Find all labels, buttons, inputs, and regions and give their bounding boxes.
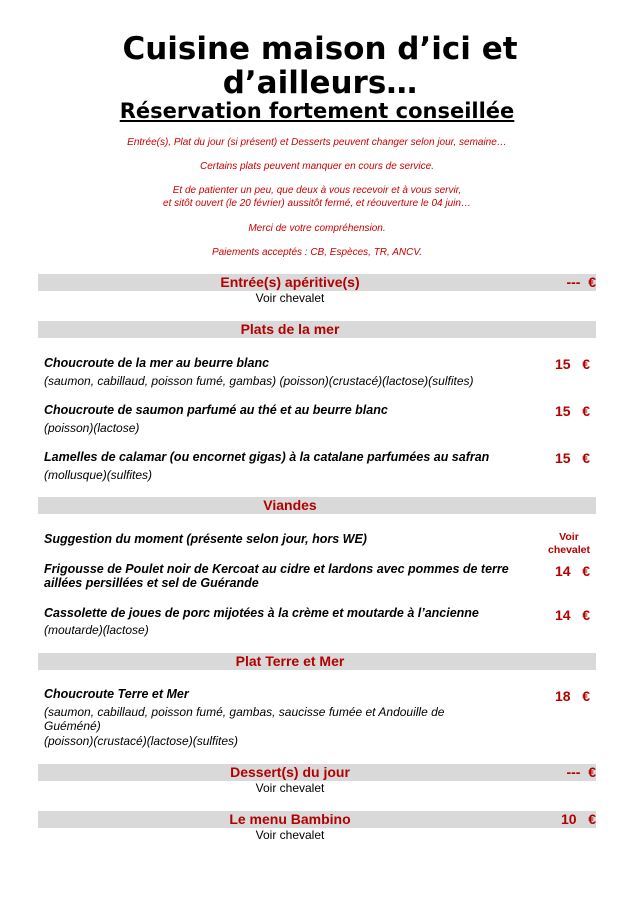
dish-price-mer-2: 15 €: [554, 403, 590, 419]
section-title-aperitif: Entrée(s) apéritive(s): [220, 274, 360, 290]
dish-price-mer-1: 15 €: [554, 356, 590, 372]
dish-detail-terre-1-line2: Guéméné): [44, 719, 101, 733]
section-title-dessert: Dessert(s) du jour: [230, 764, 350, 780]
dish-price-note-viande-1a: Voir: [559, 531, 579, 543]
section-price-dessert: --- €: [566, 764, 596, 780]
notice-line-6: Paiements acceptés : CB, Espèces, TR, ANCV.: [211, 247, 423, 258]
dish-detail-viande-3: (moutarde)(lactose): [44, 623, 149, 637]
dish-name-viande-2-line1: Frigousse de Poulet noir de Kercoat au cidre et lardons avec pommes de terre: [44, 562, 509, 576]
section-note-bambino: Voir chevalet: [255, 828, 325, 842]
dish-name-viande-2-line2: aillées persillées et sel de Guérande: [44, 576, 259, 590]
dish-detail-mer-2: (poisson)(lactose): [44, 421, 140, 435]
page-title-line2: d’ailleurs…: [222, 65, 418, 101]
dish-price-mer-3: 15 €: [554, 450, 590, 466]
notice-line-3: Et de patienter un peu, que deux à vous recevoir et à vous servir,: [172, 185, 462, 196]
dish-name-mer-1: Choucroute de la mer au beurre blanc: [44, 356, 270, 370]
page-title-line1: Cuisine maison d’ici et: [122, 31, 518, 67]
dish-name-viande-1: Suggestion du moment (présente selon jour, hors WE): [44, 532, 367, 546]
dish-name-mer-2: Choucroute de saumon parfumé au thé et au beurre blanc: [44, 403, 388, 417]
dish-price-viande-2: 14 €: [554, 563, 590, 579]
dish-price-viande-3: 14 €: [554, 607, 590, 623]
section-title-bambino: Le menu Bambino: [229, 811, 351, 827]
dish-price-terre-1: 18 €: [554, 688, 590, 704]
section-title-mer: Plats de la mer: [240, 321, 340, 337]
notice-line-1: Entrée(s), Plat du jour (si présent) et Desserts peuvent changer selon jour, semaine…: [127, 137, 507, 148]
dish-detail-terre-1-line1: (saumon, cabillaud, poisson fumé, gambas, saucisse fumée et Andouille de: [44, 705, 445, 719]
notice-line-5: Merci de votre compréhension.: [248, 223, 386, 234]
dish-detail-terre-1-line3: (poisson)(crustacé)(lactose)(sulfites): [44, 734, 239, 748]
notice-line-4: et sitôt ouvert (le 20 février) aussitôt fermé, et réouverture le 04 juin…: [163, 198, 471, 209]
notice-line-2: Certains plats peuvent manquer en cours de service.: [199, 161, 434, 172]
section-note-dessert: Voir chevalet: [255, 781, 325, 795]
dish-price-note-viande-1b: chevalet: [547, 544, 591, 556]
dish-name-mer-3: Lamelles de calamar (ou encornet gigas) à la catalane parfumées au safran: [44, 450, 490, 464]
section-title-terre-mer: Plat Terre et Mer: [235, 653, 345, 669]
section-price-bambino: 10 €: [560, 811, 596, 827]
dish-name-viande-3: Cassolette de joues de porc mijotées à la crème et moutarde à l’ancienne: [44, 606, 479, 620]
section-price-aperitif: --- €: [566, 274, 596, 290]
section-title-viandes: Viandes: [263, 497, 317, 513]
dish-detail-mer-1: (saumon, cabillaud, poisson fumé, gambas) (poisson)(crustacé)(lactose)(sulfites): [44, 374, 474, 388]
page-subtitle: Réservation fortement conseillée: [119, 99, 515, 123]
section-note-aperitif: Voir chevalet: [255, 291, 325, 305]
dish-name-terre-1: Choucroute Terre et Mer: [44, 687, 189, 701]
dish-detail-mer-3: (mollusque)(sulfites): [44, 468, 153, 482]
